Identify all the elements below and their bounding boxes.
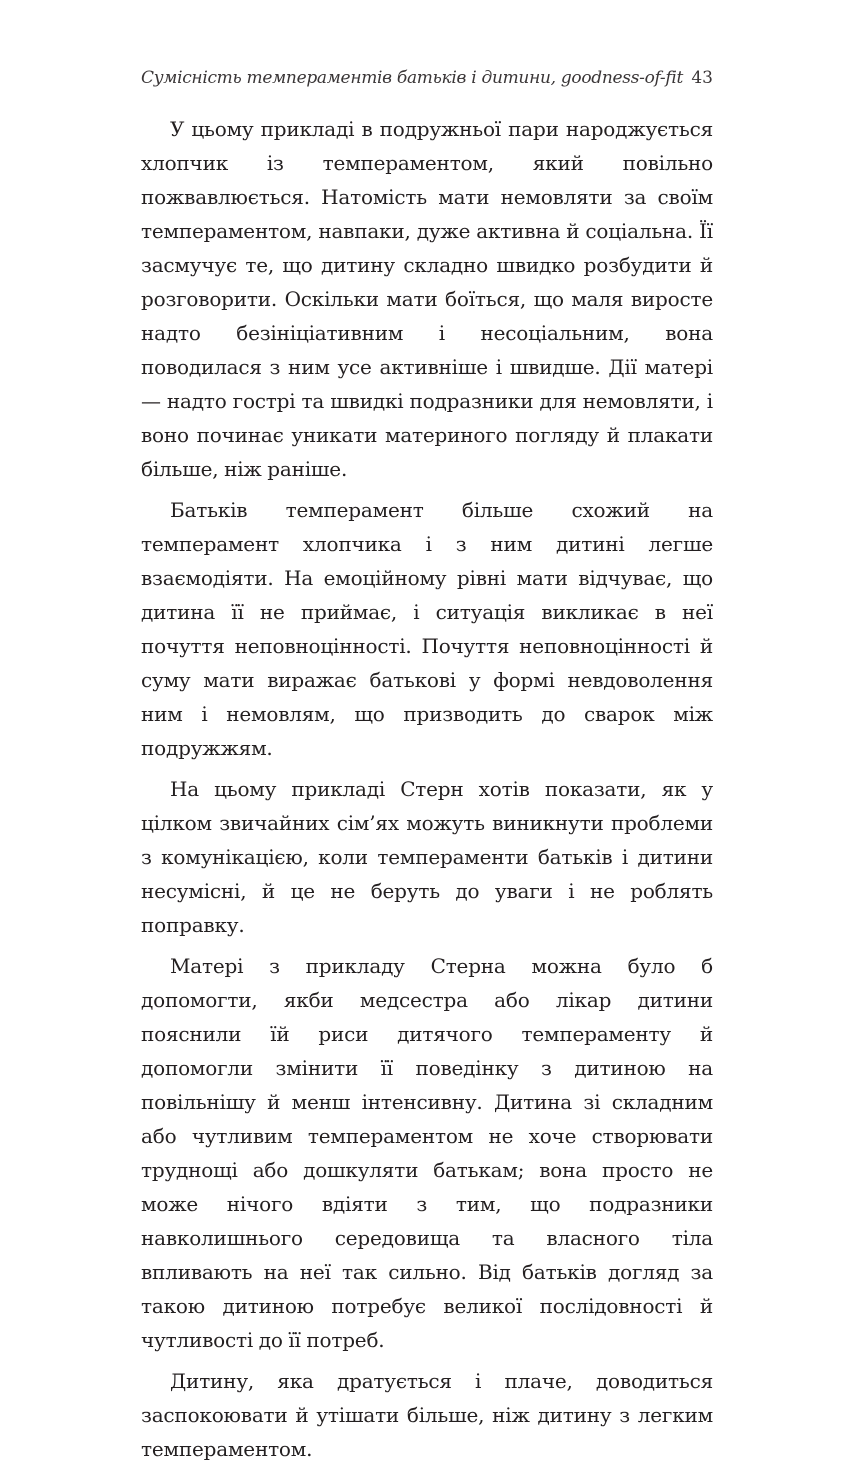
running-header [141,66,713,96]
body-text [141,112,713,1466]
paragraph: У цьому прикладі в подружньої пари народжується хлопчик із темпераментом, який повільно пожвавлюється. Натомість мати немовляти за своїм темпераментом, навпаки, дуже активна й соціальна. Її засмучує те, що дитину складно швидко розбудити й розговорити. Оскільки мати боїться, що маля виросте надто безініціативним і несоціальним, вона поводилася з ним усе активніше і швидше. Дії матері — надто гострі та швидкі подразники для немовляти, і воно починає уникати материного погляду й плакати більше, ніж раніше. [141,117,713,481]
paragraph: Батьків темперамент більше схожий на темперамент хлопчика і з ним дитині легше взаємодіяти. На емоційному рівні мати відчуває, що дитина її не приймає, і ситуація викликає в неї почуття неповноцінності. Почуття неповноцінності й суму мати виражає батькові у формі невдоволення ним і немовлям, що призводить до сварок між подружжям. [141,498,713,760]
paragraph: На цьому прикладі Стерн хотів показати, як у цілком звичайних сім’ях можуть виникнути проблеми з комунікацією, коли темпераменти батьків і дитини несумісні, й це не беруть до уваги і не роблять поправку. [141,777,713,937]
paragraph: Дитину, яка дратується і плаче, доводиться заспокоювати й утішати більше, ніж дитину з легким темпераментом. [141,1369,713,1461]
paragraph: Матері з прикладу Стерна можна було б допомогти, якби медсестра або лікар дитини пояснили їй риси дитячого темпераменту й допомогли змінити її поведінку з дитиною на повільнішу й менш інтенсивну. Дитина зі складним або чутливим темпераментом не хоче створювати труднощі або дошкуляти батькам; вона просто не може нічого вдіяти з тим, що подразники навколишнього середовища та власного тіла впливають на неї так сильно. Від батьків догляд за такою дитиною потребує великої послідовності й чутливості до її потреб. [141,954,713,1352]
page-number: 43 [691,68,713,88]
running-title: Сумісність темпераментів батьків і дитини, goodness-of-fit [141,68,683,88]
